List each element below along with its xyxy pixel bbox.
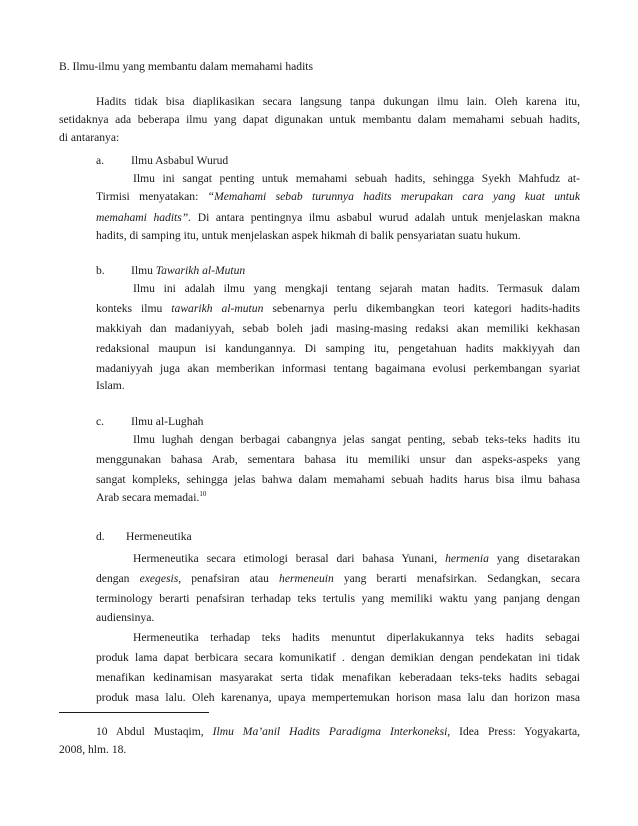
c-text-1: Ilmu lughah dengan berbagai cabangnya jelas sangat penting, sebab teks-teks hadits itu	[133, 433, 580, 446]
d-p1-text-2-italic-2: hermeneuin	[279, 572, 334, 585]
d-p1-text-2-mid: , penafsiran atau	[178, 572, 280, 585]
b-text-2-post: sebenarnya perlu dikembangkan teori kategori hadits-hadits	[263, 302, 580, 315]
footnote-book-title: Ilmu Ma’anil Hadits Paradigma Interkoneksi	[212, 725, 448, 738]
c-line-4	[96, 491, 580, 504]
d-p1-line-3: terminology berarti penafsiran terhadap teks tertulis yang memiliki waktu yang panjang dengan	[96, 592, 580, 605]
subsection-c-letter: c.	[96, 415, 105, 428]
d-p1-text-2-italic: exegesis	[139, 572, 179, 585]
c-line-2: menggunakan bahasa Arab, sementara bahasa itu memiliki unsur dan aspeks-aspeks yang	[96, 453, 580, 466]
d-p2-line-1	[96, 631, 580, 644]
b-line-4: redaksional maupun isi kandungannya. Di samping itu, pengetahuan hadits makkiyyah dan	[96, 342, 580, 355]
subsection-a-title: Ilmu Asbabul Wurud	[131, 154, 229, 167]
intro-line-1	[59, 95, 580, 108]
b-text-2-pre: konteks ilmu	[96, 302, 172, 315]
section-heading: B. Ilmu-ilmu yang membantu dalam memahami hadits	[59, 60, 314, 73]
a-text-2-pre: Tirmisi menyatakan:	[96, 190, 208, 203]
d-p2-text-1: Hermeneutika terhadap teks hadits menuntut diperlakukannya teks hadits sebagai	[133, 631, 580, 644]
subsection-c-title: Ilmu al-Lughah	[131, 415, 204, 428]
intro-line-2: setidaknya ada beberapa ilmu yang dapat digunakan untuk membantu dalam memahami sebuah hadits,	[59, 113, 580, 126]
intro-text-1: Hadits tidak bisa diaplikasikan secara langsung tanpa dukungan ilmu lain. Oleh karena itu,	[96, 95, 580, 108]
footnote-separator	[59, 712, 209, 713]
footnote-reference: 10	[199, 490, 207, 499]
subsection-a-letter: a.	[96, 154, 105, 167]
d-p1-text-2-post: yang berarti menafsirkan. Sedangkan, secara	[333, 572, 580, 585]
footnote-line-2: 2008, hlm. 18.	[59, 743, 127, 756]
intro-line-3: di antaranya:	[59, 131, 120, 144]
d-p1-line-1	[96, 552, 580, 565]
subsection-b-title-italic: Tawarikh al-Mutun	[155, 264, 246, 277]
subsection-d-title: Hermeneutika	[126, 530, 192, 543]
subsection-b-title	[131, 264, 245, 277]
a-line-2	[96, 190, 580, 203]
a-line-3	[96, 211, 580, 224]
b-line-6: Islam.	[96, 379, 125, 392]
d-p2-line-3: menafikan kedinamisan masyarakat serta tidak menafikan keberadaan teks-teks hadits sebagai	[96, 671, 580, 684]
footnote-line-1	[59, 725, 580, 738]
a-text-3-post: Di antara pentingnya ilmu asbabul wurud adalah untuk menjelaskan makna	[191, 211, 581, 224]
d-p2-line-2: produk lama dapat berbicara secara komunikatif . dengan demikian dengan pendekatan ini tidak	[96, 651, 580, 664]
c-line-1	[96, 433, 580, 446]
a-quote-2: memahami hadits”.	[96, 211, 192, 224]
a-line-1	[96, 172, 580, 185]
b-line-2	[96, 302, 580, 315]
c-line-3: sangat kompleks, sehingga jelas bahwa dalam memahami sebuah hadits harus bisa ilmu bahasa	[96, 473, 580, 486]
b-text-1: Ilmu ini adalah ilmu yang mengkaji tentang sejarah matan hadits. Termasuk dalam	[133, 282, 580, 295]
a-text-1: Ilmu ini sangat penting untuk memahami sebuah hadits, sehingga Syekh Mahfudz at-	[133, 172, 580, 185]
d-p1-line-2	[96, 572, 580, 585]
b-line-5: madaniyyah juga akan memberikan informasi tentang bagaimana evolusi perkembangan syariat	[96, 362, 580, 375]
b-line-3: makkiyah dan madaniyyah, sebab boleh jadi masing-masing redaksi akan memiliki kekhasan	[96, 322, 580, 335]
subsection-b-letter: b.	[96, 264, 105, 277]
footnote-text-1-pre: 10 Abdul Mustaqim,	[96, 725, 213, 738]
footnote-text-1-post: , Idea Press: Yogyakarta,	[447, 725, 580, 738]
d-p1-text-2-pre: dengan	[96, 572, 140, 585]
b-text-2-italic: tawarikh al-mutun	[171, 302, 264, 315]
d-p2-line-4: produk masa lalu. Oleh karenanya, upaya mempertemukan horison masa lalu dan horizon masa	[96, 691, 580, 704]
d-p1-text-1-post: yang disetarakan	[488, 552, 581, 565]
d-p1-line-4: audiensinya.	[96, 611, 155, 624]
c-text-4: Arab secara memadai.	[96, 491, 200, 504]
d-p1-text-1-pre: Hermeneutika secara etimologi berasal dari bahasa Yunani,	[133, 552, 446, 565]
b-line-1	[96, 282, 580, 295]
a-line-4: hadits, di samping itu, untuk menjelaskan aspek hikmah di balik pensyariatan suatu hukum.	[96, 229, 521, 242]
a-quote-1: “Memahami sebab turunnya hadits merupakan cara yang kuat untuk	[207, 190, 580, 203]
d-p1-text-1-italic: hermenia	[445, 552, 489, 565]
subsection-b-title-pre: Ilmu	[131, 264, 156, 277]
subsection-d-letter: d.	[96, 530, 105, 543]
